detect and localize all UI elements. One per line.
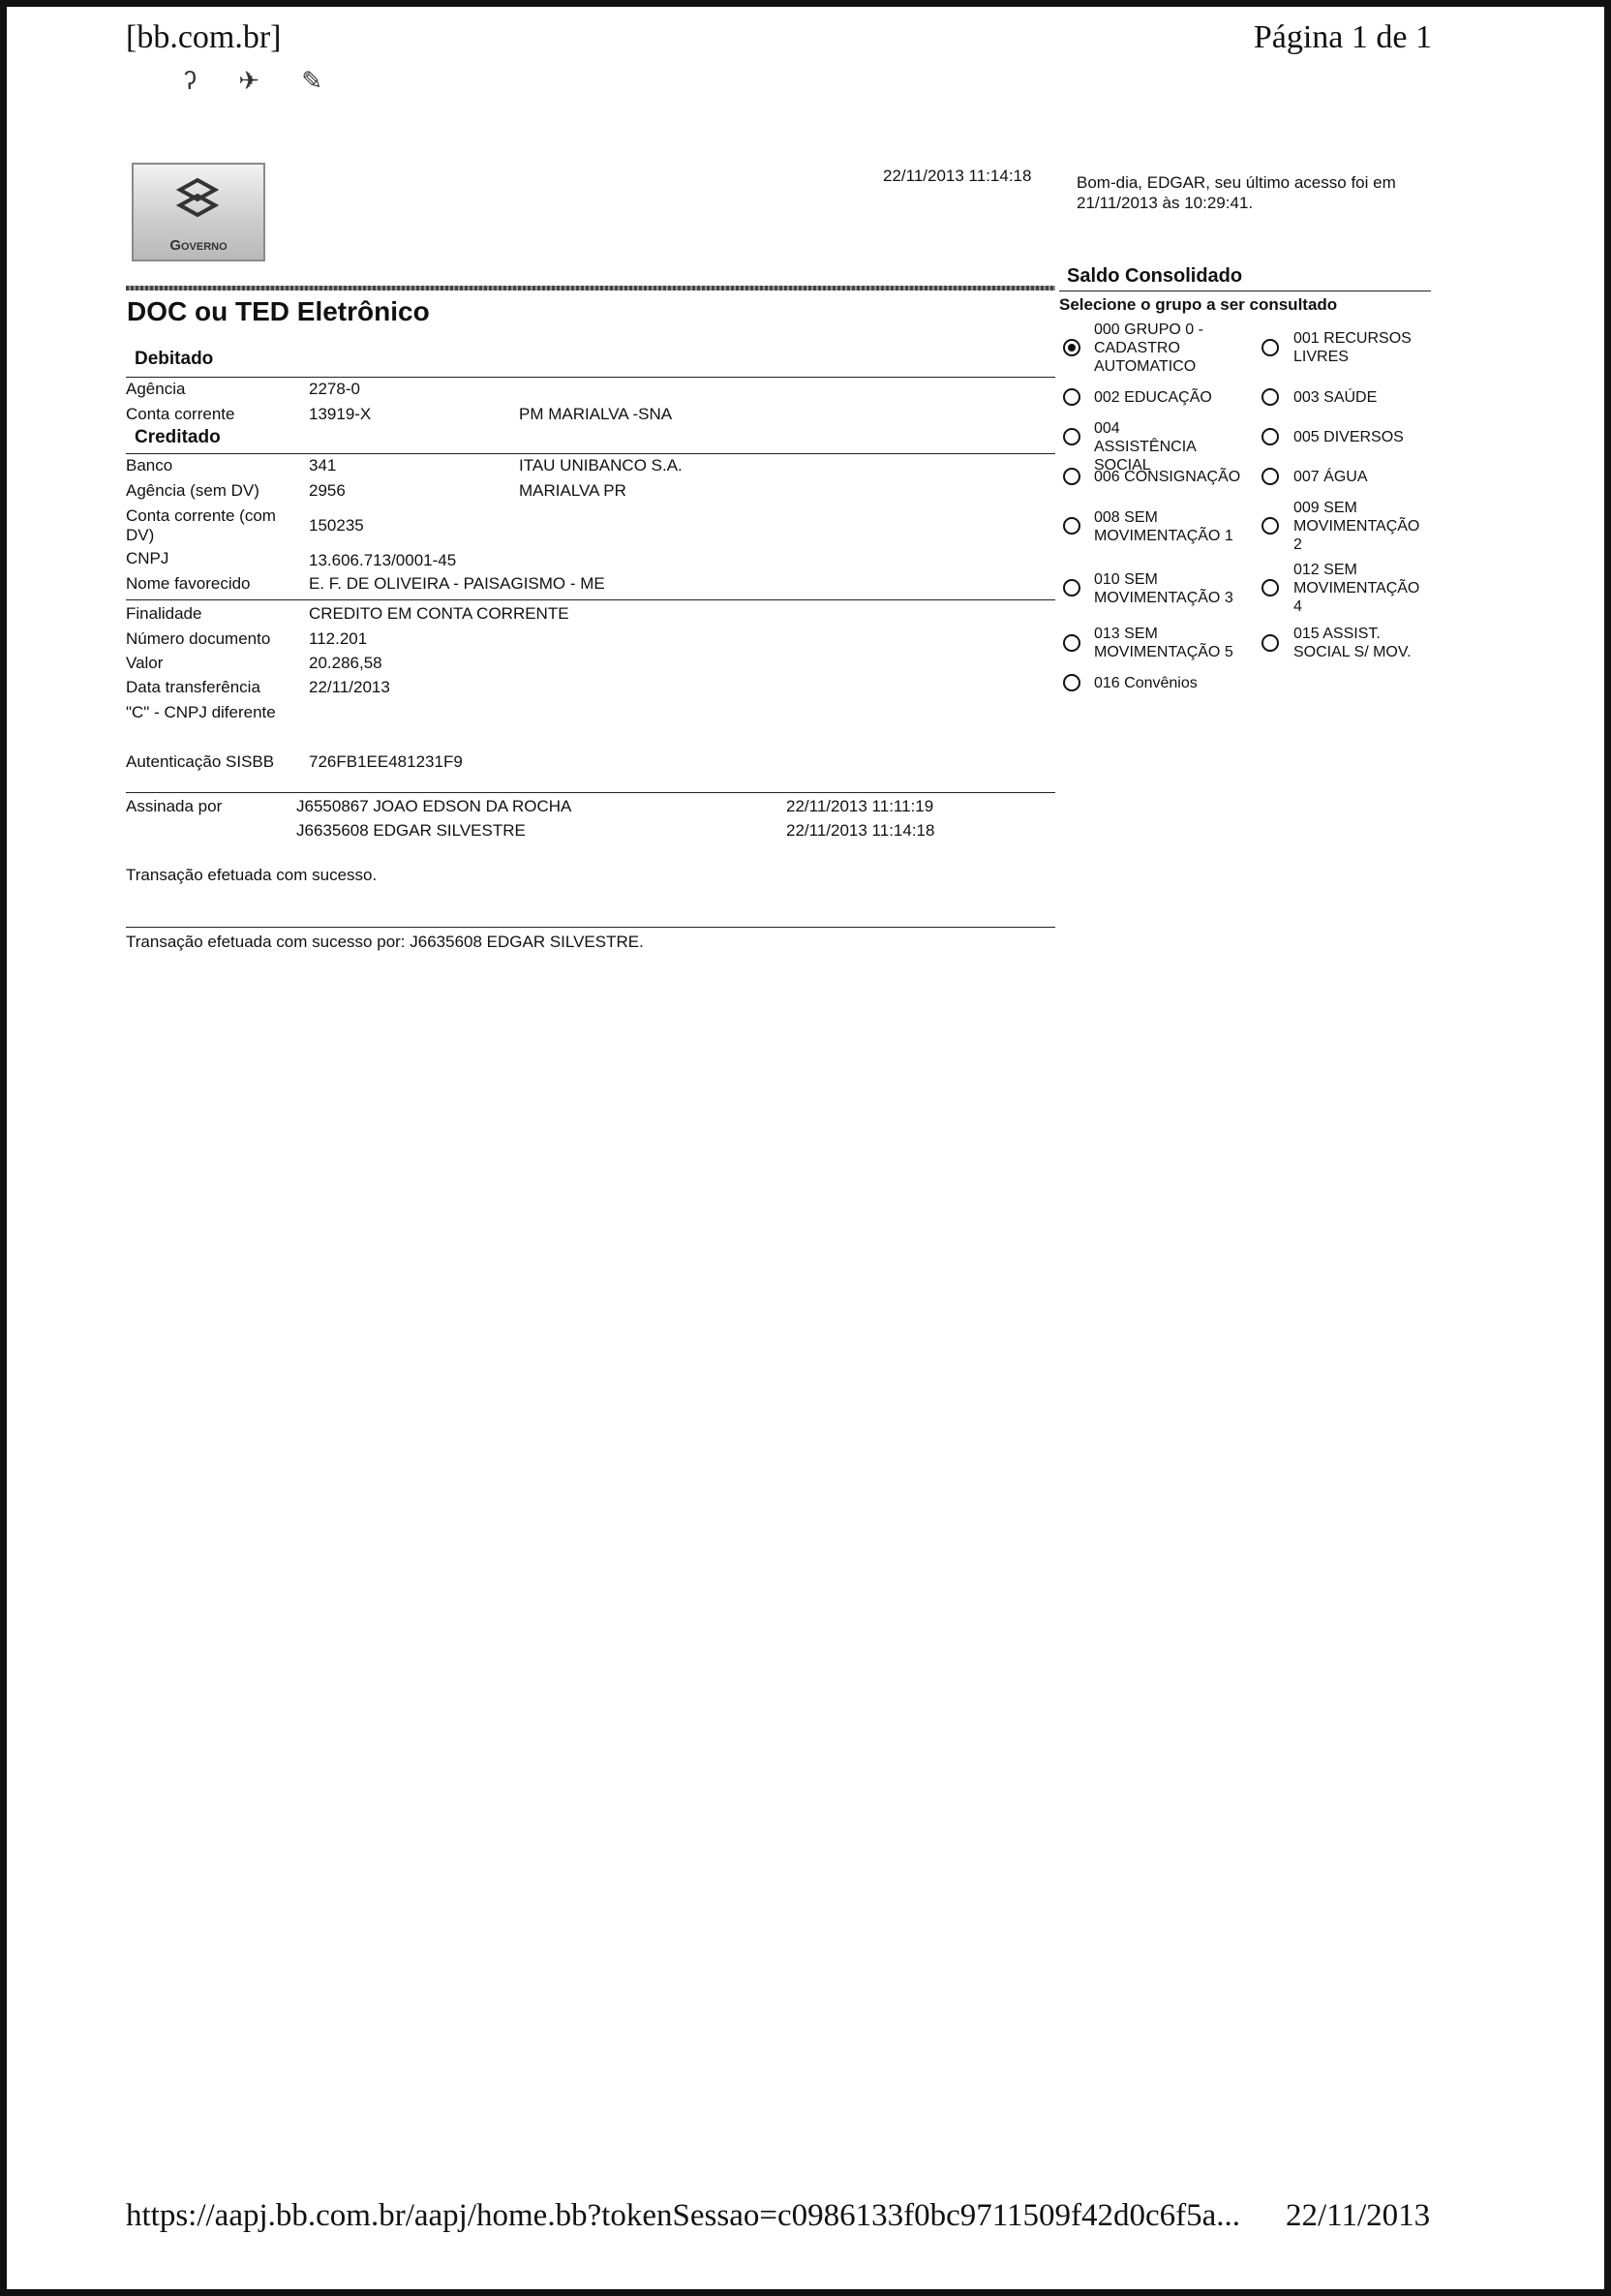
scan-marks: ʔ ✈ ✎ (184, 66, 341, 95)
data-transferencia-label: Data transferência (126, 678, 260, 696)
numero-documento-label: Número documento (126, 629, 271, 648)
option-label: 016 Convênios (1094, 675, 1198, 691)
option-label: 005 DIVERSOS (1293, 429, 1404, 445)
option-label: 012 SEM MOVIMENTAÇÃO 4 (1293, 562, 1420, 615)
option-label: 004 ASSISTÊNCIA SOCIAL (1094, 420, 1196, 474)
banco-label: Banco (126, 456, 173, 475)
agencia-sem-dv-value: 2956 (309, 481, 346, 500)
radio-grupo-000[interactable] (1063, 339, 1080, 356)
agencia-city: MARIALVA PR (519, 481, 626, 500)
bb-logo-icon (176, 176, 219, 219)
radio-grupo-016[interactable] (1063, 674, 1080, 691)
signer-time: 22/11/2013 11:11:19 (786, 797, 934, 815)
cnpj-value: 13.606.713/0001-45 (309, 551, 457, 569)
signer-name: J6550867 JOAO EDSON DA ROCHA (296, 797, 572, 815)
divider (126, 599, 1055, 600)
finalidade-value: CREDITO EM CONTA CORRENTE (309, 604, 569, 623)
divider (126, 927, 1055, 928)
assinada-por-label: Assinada por (126, 797, 223, 815)
valor-value: 20.286,58 (309, 654, 382, 672)
creditado-heading: Creditado (135, 427, 221, 447)
logo-label: Governo (169, 237, 228, 254)
print-footer-date: 22/11/2013 (1286, 2198, 1431, 2233)
radio-grupo-012[interactable] (1261, 579, 1279, 597)
option-label: 003 SAÚDE (1293, 389, 1378, 406)
radio-grupo-007[interactable] (1261, 468, 1279, 485)
divider (126, 792, 1055, 793)
header-divider (126, 286, 1055, 291)
conta-com-dv-label: Conta corrente (com DV) (126, 506, 276, 544)
banco-name: ITAU UNIBANCO S.A. (519, 456, 683, 475)
signer-time: 22/11/2013 11:14:18 (786, 821, 935, 840)
radio-grupo-001[interactable] (1261, 339, 1279, 356)
page-title: DOC ou TED Eletrônico (127, 296, 430, 326)
print-header-site: [bb.com.br] (126, 19, 282, 55)
cnpj-label: CNPJ (126, 549, 169, 567)
radio-grupo-004[interactable] (1063, 428, 1080, 445)
debitado-heading: Debitado (135, 349, 214, 369)
agencia-value: 2278-0 (309, 380, 360, 398)
nome-favorecido-label: Nome favorecido (126, 574, 251, 593)
numero-documento-value: 112.201 (309, 629, 368, 648)
status-by-message: Transação efetuada com sucesso por: J6635608 EDGAR SILVESTRE. (126, 933, 644, 951)
radio-grupo-008[interactable] (1063, 517, 1080, 535)
banco-value: 341 (309, 456, 337, 475)
valor-label: Valor (126, 654, 164, 672)
finalidade-label: Finalidade (126, 604, 202, 623)
conta-corrente-value: 13919-X (309, 405, 372, 423)
option-label: 009 SEM MOVIMENTAÇÃO 2 (1293, 500, 1420, 553)
print-footer-url: https://aapj.bb.com.br/aapj/home.bb?tokenSessao=c0986133f0bc9711509f42d0c6f5a... (126, 2198, 1241, 2233)
session-datetime: 22/11/2013 11:14:18 (883, 167, 1032, 185)
divider (126, 453, 1055, 454)
radio-grupo-005[interactable] (1261, 428, 1279, 445)
agencia-sem-dv-label: Agência (sem DV) (126, 481, 259, 500)
saldo-subtitle: Selecione o grupo a ser consultado (1059, 295, 1338, 314)
radio-grupo-002[interactable] (1063, 388, 1080, 406)
radio-grupo-009[interactable] (1261, 517, 1279, 535)
option-label: 001 RECURSOS LIVRES (1293, 330, 1412, 365)
option-label: 002 EDUCAÇÃO (1094, 389, 1212, 406)
option-label: 000 GRUPO 0 - CADASTRO AUTOMATICO (1094, 321, 1203, 375)
conta-titular: PM MARIALVA -SNA (519, 405, 673, 423)
conta-corrente-label: Conta corrente (126, 405, 235, 423)
radio-grupo-015[interactable] (1261, 634, 1279, 652)
agencia-label: Agência (126, 380, 186, 398)
divider (126, 377, 1055, 378)
option-label: 010 SEM MOVIMENTAÇÃO 3 (1094, 571, 1233, 606)
option-label: 013 SEM MOVIMENTAÇÃO 5 (1094, 626, 1233, 660)
signer-name: J6635608 EDGAR SILVESTRE (296, 821, 526, 840)
nome-favorecido-value: E. F. DE OLIVEIRA - PAISAGISMO - ME (309, 574, 605, 593)
radio-grupo-003[interactable] (1261, 388, 1279, 406)
option-label: 006 CONSIGNAÇÃO (1094, 469, 1241, 485)
saldo-consolidado-title: Saldo Consolidado (1067, 265, 1243, 287)
autenticacao-value: 726FB1EE481231F9 (309, 752, 463, 771)
radio-grupo-013[interactable] (1063, 634, 1080, 652)
radio-grupo-010[interactable] (1063, 579, 1080, 597)
governo-logo (132, 163, 265, 261)
option-label: 008 SEM MOVIMENTAÇÃO 1 (1094, 509, 1233, 544)
radio-grupo-006[interactable] (1063, 468, 1080, 485)
data-transferencia-value: 22/11/2013 (309, 678, 390, 696)
autenticacao-label: Autenticação SISBB (126, 752, 275, 771)
print-header-page: Página 1 de 1 (1253, 19, 1432, 55)
conta-com-dv-value: 150235 (309, 516, 364, 535)
option-label: 007 ÁGUA (1293, 469, 1368, 485)
option-label: 015 ASSIST. SOCIAL S/ MOV. (1293, 626, 1412, 660)
greeting-text: Bom-dia, EDGAR, seu último acesso foi em 21/11/2013 às 10:29:41. (1077, 173, 1396, 212)
cnpj-diferente-note: "C" - CNPJ diferente (126, 703, 276, 721)
status-message: Transação efetuada com sucesso. (126, 866, 378, 884)
